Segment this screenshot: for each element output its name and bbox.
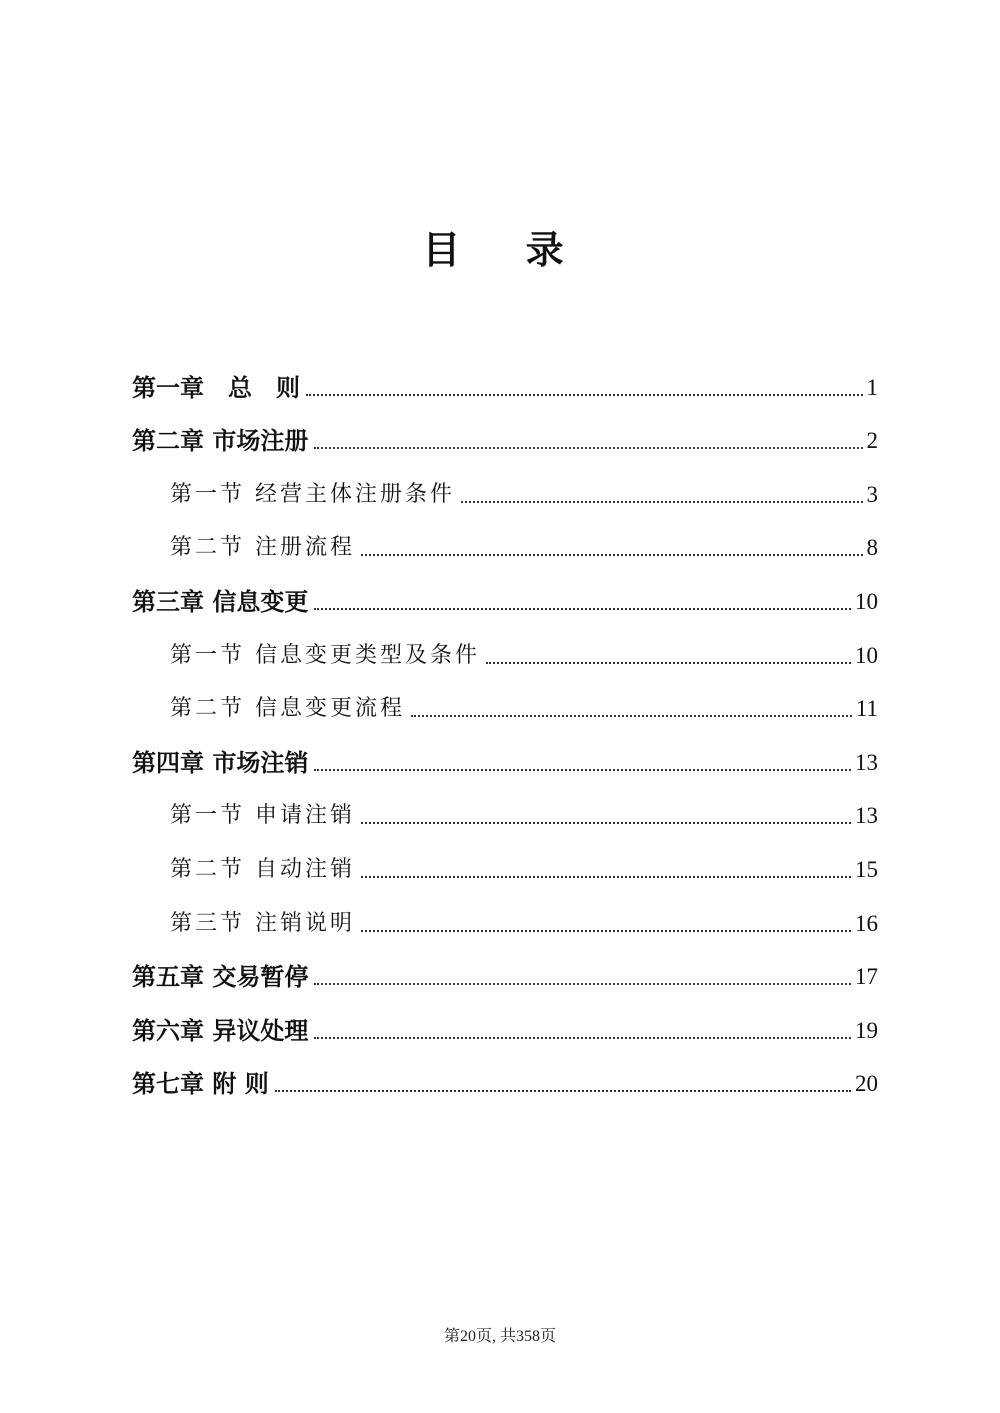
toc-dot-leader: [361, 554, 863, 556]
toc-entry-label: 第二章 市场注册: [132, 427, 309, 456]
toc-entry-page: 15: [855, 856, 878, 882]
toc-entry-label: 第一节 经营主体注册条件: [170, 481, 455, 507]
toc-entry-label: 第七章 附 则: [132, 1070, 269, 1099]
toc-entry-chapter-5[interactable]: [132, 947, 878, 1001]
toc-entry-label: 第一节 信息变更类型及条件: [170, 642, 480, 668]
toc-dot-leader: [411, 715, 852, 717]
toc-dot-leader: [314, 447, 862, 449]
toc-entry-chapter-4-section-1[interactable]: [132, 786, 878, 840]
toc-entry-chapter-4-section-3[interactable]: [132, 893, 878, 947]
page-number-footer: 第20页, 共358页: [443, 1328, 556, 1345]
toc-entry-chapter-6[interactable]: [132, 1000, 878, 1054]
toc-entry-chapter-2[interactable]: [132, 411, 878, 465]
toc-entry-chapter-2-section-2[interactable]: [132, 518, 878, 572]
toc-dot-leader: [486, 662, 851, 664]
toc-dot-leader: [361, 876, 851, 878]
toc-entry-label: 第六章 异议处理: [132, 1016, 309, 1045]
toc-entry-chapter-4[interactable]: [132, 732, 878, 786]
toc-entry-page: 16: [855, 910, 878, 936]
toc-entry-page: 20: [855, 1071, 878, 1097]
toc-dot-leader: [461, 501, 863, 503]
toc-dot-leader: [306, 394, 863, 396]
toc-dot-leader: [275, 1090, 851, 1092]
toc-dot-leader: [314, 769, 851, 771]
toc-entry-label: 第四章 市场注销: [132, 748, 309, 777]
toc-entry-page: 1: [866, 374, 878, 400]
toc-entry-label: 第五章 交易暂停: [132, 963, 309, 992]
toc-entry-label: 第三章 信息变更: [132, 587, 309, 616]
page-title: 目 录: [422, 228, 590, 272]
toc-entry-label: 第三节 注销说明: [170, 910, 355, 936]
toc-entry-label: 第二节 信息变更流程: [170, 696, 405, 722]
toc-entry-chapter-3-section-2[interactable]: [132, 679, 878, 733]
toc-dot-leader: [361, 930, 851, 932]
toc-entry-chapter-3-section-1[interactable]: [132, 625, 878, 679]
toc-dot-leader: [314, 1037, 851, 1039]
toc-dot-leader: [361, 822, 851, 824]
toc-entry-chapter-1[interactable]: [132, 357, 878, 411]
toc-entry-page: 13: [855, 803, 878, 829]
toc-entry-page: 10: [855, 588, 878, 614]
toc-entry-page: 17: [855, 964, 878, 990]
toc-entry-page: 10: [855, 642, 878, 668]
toc-entry-chapter-7[interactable]: [132, 1054, 878, 1108]
toc-entry-page: 13: [855, 749, 878, 775]
toc-entry-page: 19: [855, 1017, 878, 1043]
toc-entry-page: 8: [866, 535, 878, 561]
toc-dot-leader: [314, 608, 851, 610]
toc-entry-chapter-3[interactable]: [132, 571, 878, 625]
toc-entry-page: 11: [855, 696, 878, 722]
toc-entry-label: 第二节 自动注销: [170, 856, 355, 882]
toc-entry-label: 第一章 总 则: [132, 373, 300, 402]
toc-dot-leader: [314, 983, 851, 985]
toc-entry-label: 第一节 申请注销: [170, 803, 355, 829]
toc-entry-label: 第二节 注册流程: [170, 535, 355, 561]
toc-entry-page: 3: [866, 481, 878, 507]
toc-entry-chapter-2-section-1[interactable]: [132, 464, 878, 518]
table-of-contents: [132, 357, 878, 1107]
toc-entry-chapter-4-section-2[interactable]: [132, 839, 878, 893]
toc-entry-page: 2: [866, 428, 878, 454]
